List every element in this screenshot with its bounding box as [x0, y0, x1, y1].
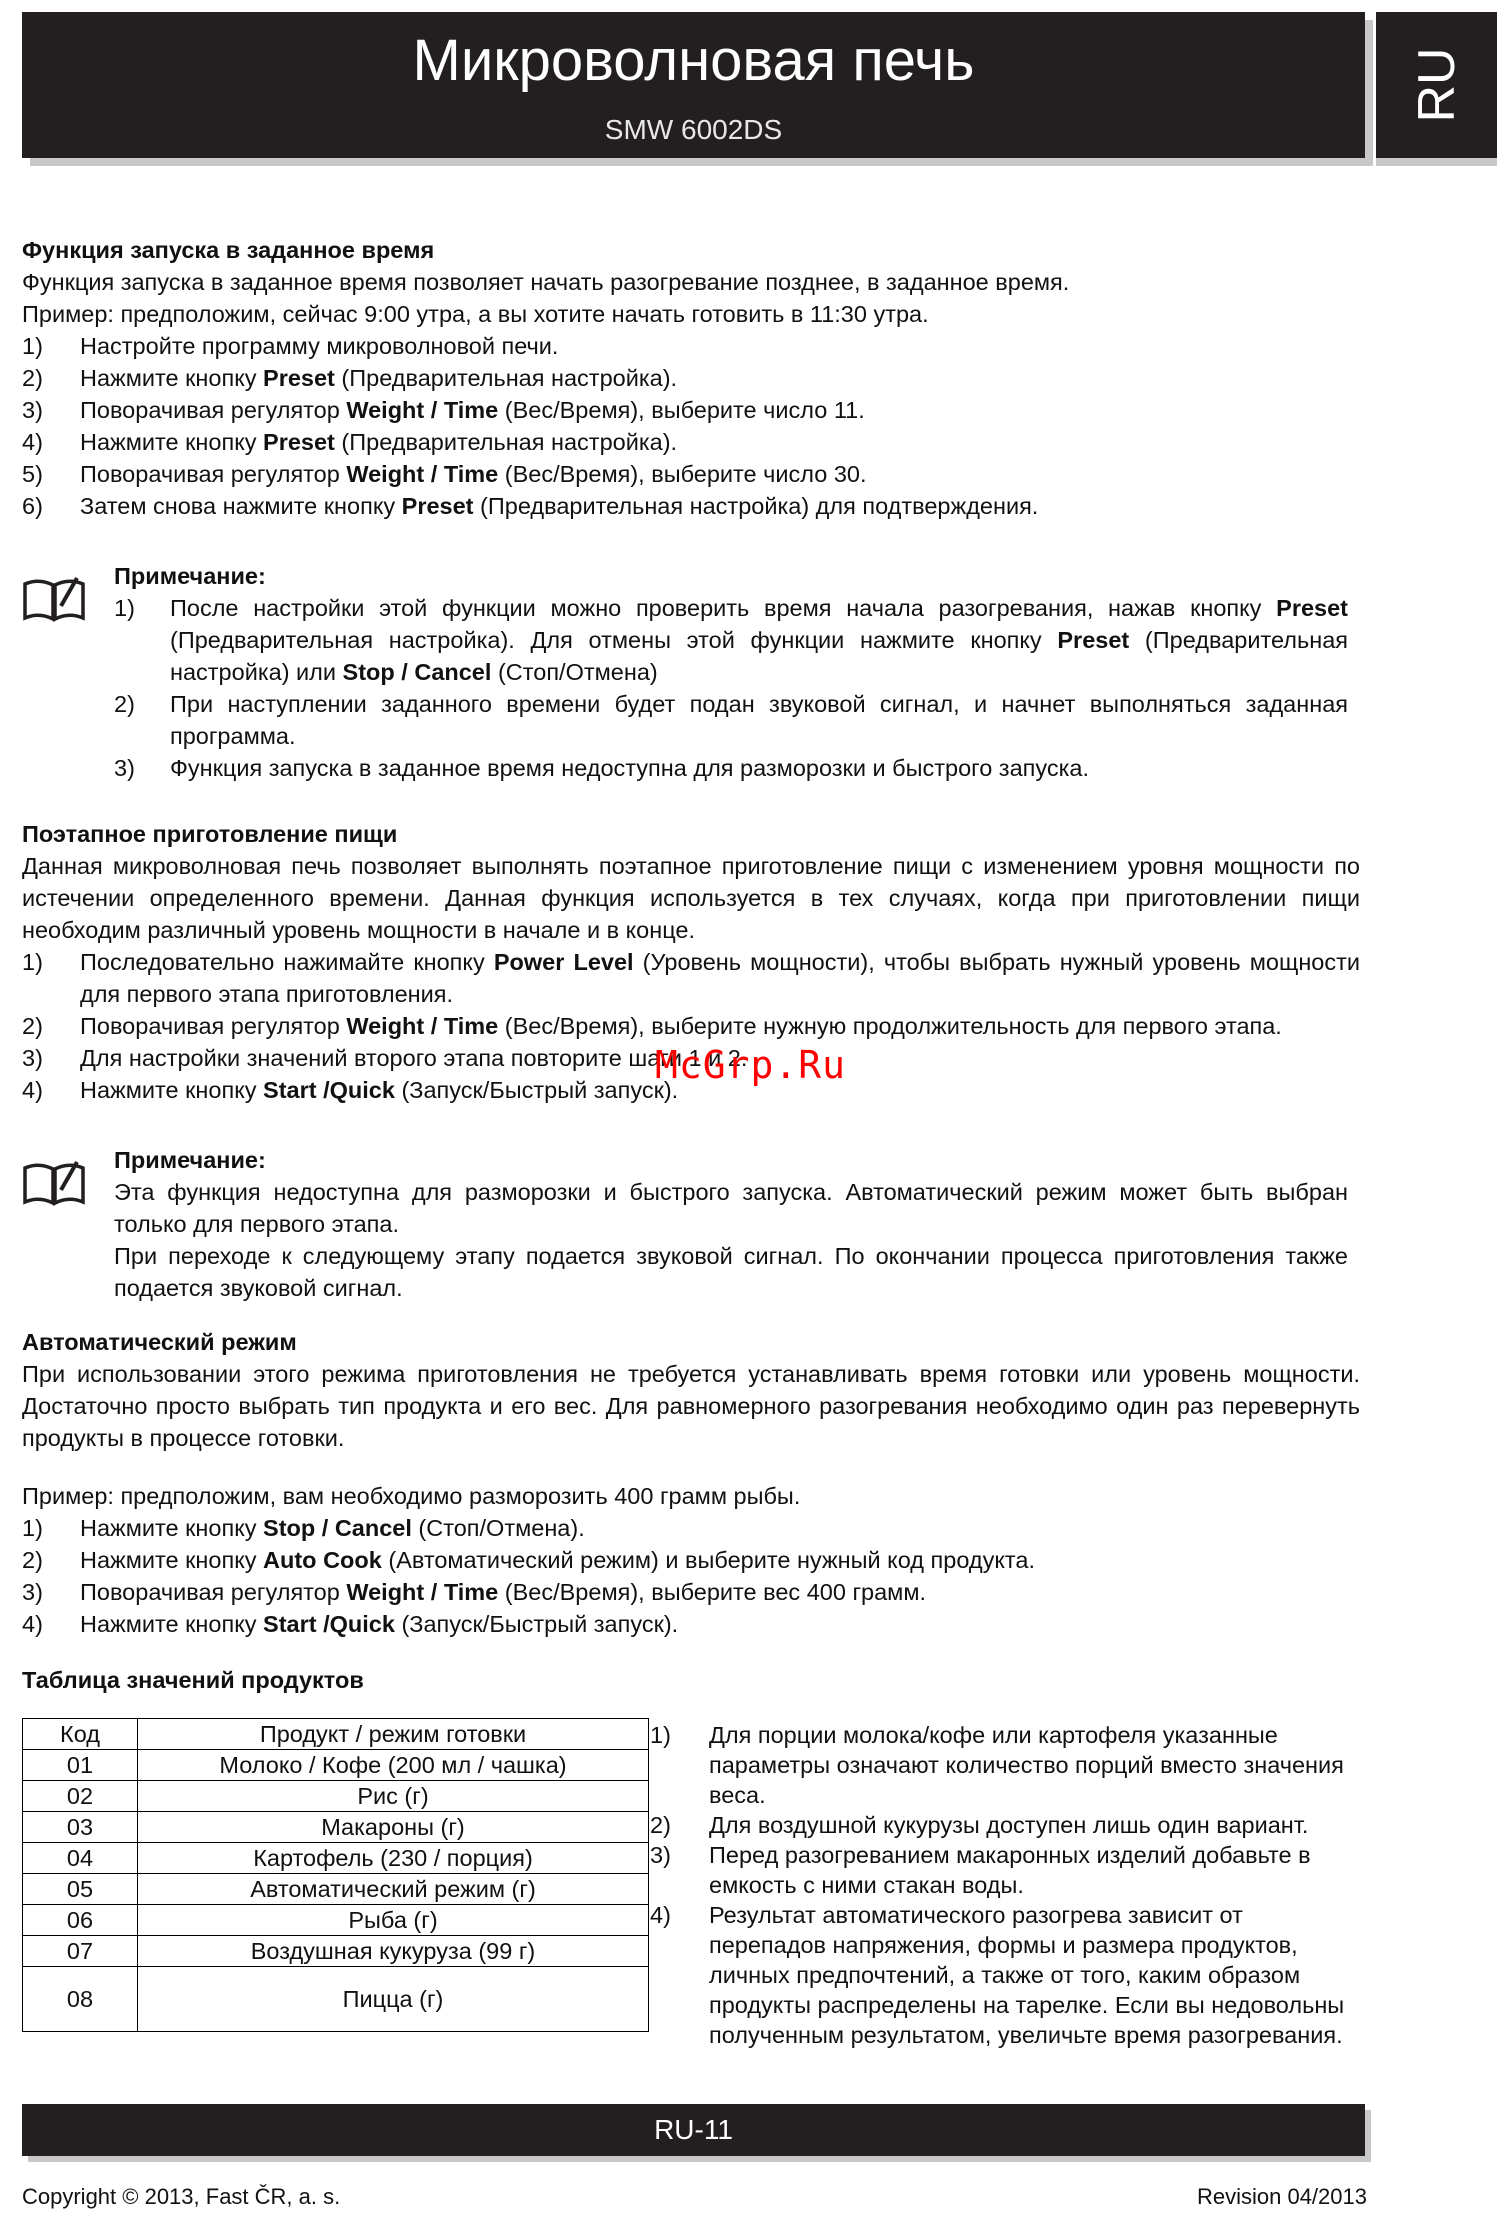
footer-bar: [22, 2104, 1365, 2156]
note-box: [22, 560, 1348, 784]
list-item: 2) Поворачивая регулятор Weight / Time (Вес/Время), выберите нужную продолжительность для первого этапа.: [22, 1013, 1282, 1039]
list-item: 3) Для настройки значений второго этапа повторите шаги 1 и 2.: [22, 1045, 748, 1071]
table-header-row: [23, 1719, 649, 1750]
section-intro: Функция запуска в заданное время позволяет начать разогревание позднее, в заданное время.: [22, 269, 1070, 295]
table-row: 08 Пицца (г): [23, 1967, 649, 2032]
list-item: 1) Настройте программу микроволновой печи.: [22, 333, 559, 359]
section-heading: Автоматический режим: [22, 1329, 297, 1355]
table-row: 01 Молоко / Кофе (200 мл / чашка): [23, 1750, 649, 1781]
section-example: Пример: предположим, сейчас 9:00 утра, а вы хотите начать готовить в 11:30 утра.: [22, 301, 929, 327]
language-label: RU: [1407, 47, 1466, 123]
table-row: 03 Макароны (г): [23, 1812, 649, 1843]
section-auto-mode: [22, 1326, 1360, 1696]
list-item: 1) После настройки этой функции можно проверить время начала разогревания, нажав кнопку Preset (Предварительная настройка). Для отмены этой функции нажмите кнопку Preset (Предварительная настройка) или Stop / Cancel (Стоп/Отмена): [114, 595, 1348, 685]
header-bar: [22, 12, 1365, 158]
table-row: 07 Воздушная кукуруза (99 г): [23, 1936, 649, 1967]
list-item: 2) При наступлении заданного времени будет подан звуковой сигнал, и начнет выполняться заданная программа.: [114, 691, 1348, 749]
section-heading: Поэтапное приготовление пищи: [22, 821, 398, 847]
table-row: 05 Автоматический режим (г): [23, 1874, 649, 1905]
list-item: 1) Нажмите кнопку Stop / Cancel (Стоп/Отмена).: [22, 1515, 585, 1541]
list-item: 1) Для порции молока/кофе или картофеля указанные параметры означают количество порций вместо значения веса.: [650, 1722, 1344, 1808]
list-item: 2) Нажмите кнопку Auto Cook (Автоматический режим) и выберите нужный код продукта.: [22, 1547, 1035, 1573]
page-number: RU-11: [654, 2114, 733, 2145]
list-item: 5) Поворачивая регулятор Weight / Time (Вес/Время), выберите число 30.: [22, 461, 867, 487]
product-table: [22, 1718, 649, 2032]
table-notes: [650, 1720, 1362, 2050]
list-item: 4) Результат автоматического разогрева зависит от перепадов напряжения, формы и размера продуктов, личных предпочтений, а также от того, каким образом продукты распределены на тарелке. Если вы недовольны полученным результатом, увеличьте время разогревания.: [650, 1902, 1345, 2048]
column-header: Код: [23, 1719, 138, 1750]
page-title: Микроволновая печь: [412, 28, 975, 93]
list-item: 3) Перед разогреванием макаронных изделий добавьте в емкость с ними стакан воды.: [650, 1842, 1311, 1898]
list-item: 2) Для воздушной кукурузы доступен лишь один вариант.: [650, 1812, 1309, 1838]
list-item: 3) Функция запуска в заданное время недоступна для разморозки и быстрого запуска.: [114, 755, 1090, 781]
notes-list: [650, 1720, 1362, 2050]
table-row: 06 Рыба (г): [23, 1905, 649, 1936]
language-tab: [1376, 12, 1497, 158]
note-title: Примечание:: [114, 563, 266, 589]
table-row: 04 Картофель (230 / порция): [23, 1843, 649, 1874]
section-delayed-start: [22, 234, 1360, 522]
open-book-icon: [22, 1158, 86, 1208]
note-text: При переходе к следующему этапу подается звуковой сигнал. По окончании процесса приготовления также подается звуковой сигнал.: [114, 1243, 1348, 1301]
note-text: Эта функция недоступна для разморозки и быстрого запуска. Автоматический режим может быть выбран только для первого этапа.: [114, 1179, 1348, 1237]
steps-list: [22, 1512, 1360, 1640]
list-item: 3) Поворачивая регулятор Weight / Time (Вес/Время), выберите число 11.: [22, 397, 865, 423]
copyright: Copyright © 2013, Fast ČR, a. s.: [22, 2184, 341, 2209]
note-list: [114, 592, 1348, 784]
revision: Revision 04/2013: [1196, 2184, 1367, 2209]
note-title: Примечание:: [114, 1147, 266, 1173]
list-item: 6) Затем снова нажмите кнопку Preset (Предварительная настройка) для подтверждения.: [22, 493, 1039, 519]
list-item: 3) Поворачивая регулятор Weight / Time (Вес/Время), выберите вес 400 грамм.: [22, 1579, 927, 1605]
section-intro: Данная микроволновая печь позволяет выполнять поэтапное приготовление пищи с изменением уровня мощности по истечении определенного времени. Данная функция используется в тех случаях, когда при приготовлении пищи необходим различный уровень мощности в начале и в конце.: [22, 853, 1360, 943]
column-header: Продукт / режим готовки: [138, 1719, 649, 1750]
watermark: McGrp.Ru: [655, 1043, 847, 1087]
list-item: 4) Нажмите кнопку Start /Quick (Запуск/Быстрый запуск).: [22, 1611, 679, 1637]
list-item: 4) Нажмите кнопку Preset (Предварительная настройка).: [22, 429, 678, 455]
model-subtitle: SMW 6002DS: [604, 114, 783, 145]
table-heading: Таблица значений продуктов: [22, 1667, 364, 1693]
open-book-icon: [22, 574, 86, 624]
table-row: 02 Рис (г): [23, 1781, 649, 1812]
section-example: Пример: предположим, вам необходимо разморозить 400 грамм рыбы.: [22, 1483, 801, 1509]
section-heading: Функция запуска в заданное время: [22, 237, 435, 263]
list-item: 4) Нажмите кнопку Start /Quick (Запуск/Быстрый запуск).: [22, 1077, 679, 1103]
list-item: 2) Нажмите кнопку Preset (Предварительная настройка).: [22, 365, 678, 391]
section-intro: При использовании этого режима приготовления не требуется устанавливать время готовки или уровень мощности. Достаточно просто выбрать тип продукта и его вес. Для равномерного разогревания необходимо один раз перевернуть продукты в процессе готовки.: [22, 1361, 1360, 1451]
list-item: 1) Последовательно нажимайте кнопку Power Level (Уровень мощности), чтобы выбрать нужный уровень мощности для первого этапа приготовления.: [22, 949, 1361, 1007]
steps-list: [22, 330, 1360, 522]
note-box: [22, 1144, 1348, 1304]
